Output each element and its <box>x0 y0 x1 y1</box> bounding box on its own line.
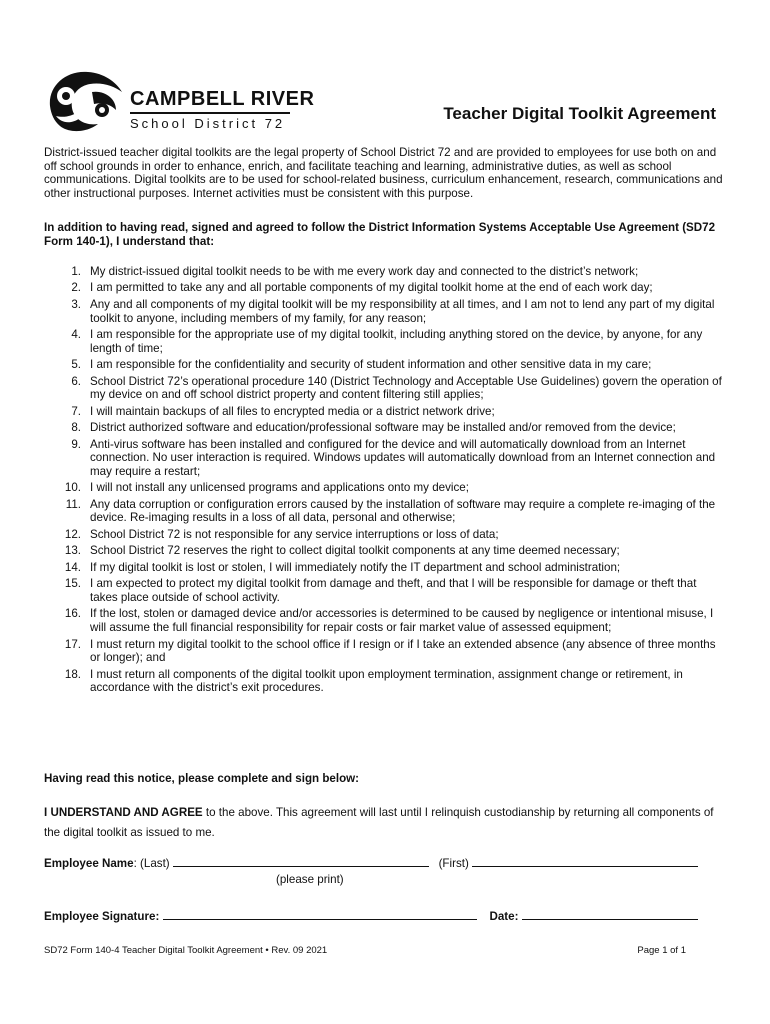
term-text: If the lost, stolen or damaged device and/or accessories is determined to be caused by negligence or intentional misuse, I will assume the full financial responsibility for repair costs or fair market value of assessed equipment; <box>90 607 714 635</box>
term-item <box>44 561 724 575</box>
term-item <box>44 481 724 495</box>
term-number: 14. <box>64 560 81 574</box>
term-number: 18. <box>64 667 81 681</box>
term-number: 13. <box>64 544 81 558</box>
term-item <box>44 358 724 372</box>
term-item <box>44 668 724 695</box>
term-text: Anti-virus software has been installed and configured for the device and will automatically download from an Internet connection. No user interaction is required. Windows updates will automatically download from an Internet connection and may require a restart; <box>90 437 716 478</box>
first-name-field[interactable] <box>472 855 698 867</box>
term-number: 11. <box>65 497 81 511</box>
term-item <box>44 375 724 402</box>
term-item <box>44 405 724 419</box>
term-text: My district-issued digital toolkit needs to be with me every work day and connected to the district’s network; <box>90 265 639 278</box>
date-field[interactable] <box>522 908 698 920</box>
term-item <box>44 421 724 435</box>
term-text: District authorized software and education/professional software may be installed and/or removed from the device; <box>90 421 676 435</box>
term-text: I am responsible for the confidentiality and security of student information and other sensitive data in my care; <box>90 358 652 372</box>
term-item <box>44 281 724 295</box>
district-logo <box>44 66 315 136</box>
agreement-text: to the above. This agreement will last until I relinquish custodianship by returning all components of the digital toolkit as issued to me. <box>44 806 714 839</box>
employee-name-label: Employee Name <box>44 857 134 870</box>
signature-field[interactable] <box>163 908 477 920</box>
intro-paragraph: District-issued teacher digital toolkits are the legal property of School District 72 and are provided to employees for use both on and off school grounds in order to enhance, enrich, and facilitate teaching and learning, administrative duties, as well as school communications. Digital toolkits are to be used for school-related business, curriculum enhancement, research, communications and other instructional purposes. Internet activities must be consistent with this purpose. <box>44 146 723 200</box>
term-number: 6. <box>71 374 81 388</box>
signature-row <box>44 908 698 923</box>
term-item <box>44 638 724 665</box>
term-text: I am expected to protect my digital toolkit from damage and theft, and that I will be responsible for damage or theft that takes place outside of school activity. <box>90 577 697 604</box>
logo-divider <box>130 112 290 114</box>
term-text: Any data corruption or configuration errors caused by the installation of software may require a complete re-imaging of the device. Re-imaging results in a loss of all data, personal and otherwise; <box>90 497 716 525</box>
term-number: 8. <box>71 421 81 435</box>
term-text: School District 72’s operational procedure 140 (District Technology and Acceptable Use Guidelines) govern the operation of my device on and off school district property and content filtering still applies; <box>90 374 722 402</box>
terms-list <box>44 265 724 698</box>
term-text: I will maintain backups of all files to encrypted media or a district network drive; <box>90 404 495 418</box>
agreement-emphasis: I UNDERSTAND AND AGREE <box>44 806 203 819</box>
document-title: Teacher Digital Toolkit Agreement <box>443 104 716 123</box>
last-name-field[interactable] <box>173 855 429 867</box>
last-name-label: : (Last) <box>133 857 170 870</box>
term-text: School District 72 reserves the right to collect digital toolkit components at any time deemed necessary; <box>90 544 620 558</box>
sign-notice: Having read this notice, please complete and sign below: <box>44 772 360 785</box>
term-item <box>44 544 724 558</box>
term-item <box>44 607 724 634</box>
form-reference: SD72 Form 140-4 Teacher Digital Toolkit Agreement • Rev. 09 2021 <box>44 945 328 956</box>
lead-statement: In addition to having read, signed and agreed to follow the District Information Systems Acceptable Use Agreement (SD72 Form 140-1), I understand that: <box>44 221 716 248</box>
print-hint: (please print) <box>276 873 344 886</box>
term-text: Any and all components of my digital toolkit will be my responsibility at all times, and I am not to lend any part of my digital toolkit to anyone, including members of my family, for any reason; <box>90 297 715 325</box>
term-item <box>44 438 724 479</box>
term-number: 1. <box>71 265 81 278</box>
term-number: 16. <box>64 607 81 621</box>
term-number: 9. <box>71 437 81 451</box>
first-name-label: (First) <box>438 857 469 870</box>
date-label: Date: <box>489 910 519 923</box>
signature-label: Employee Signature: <box>44 910 160 923</box>
term-item <box>44 328 724 355</box>
term-text: I will not install any unlicensed programs and applications onto my device; <box>90 481 469 495</box>
term-number: 10. <box>64 481 81 495</box>
term-number: 2. <box>71 281 81 295</box>
term-text: I must return all components of the digital toolkit upon employment termination, assignment change or retirement, in accordance with the district’s exit procedures. <box>90 667 683 695</box>
term-item <box>44 498 724 525</box>
term-number: 17. <box>64 637 81 651</box>
term-number: 4. <box>71 328 81 342</box>
employee-name-row <box>44 855 698 870</box>
term-text: School District 72 is not responsible for any service interruptions or loss of data; <box>90 527 499 541</box>
salmon-emblem-icon <box>44 66 126 136</box>
logo-title: CAMPBELL RIVER <box>130 88 315 110</box>
term-text: I am responsible for the appropriate use of my digital toolkit, including anything stored on the device, by anyone, for any length of time; <box>90 328 703 355</box>
term-number: 3. <box>71 297 81 311</box>
term-item <box>44 528 724 542</box>
term-item <box>44 265 724 279</box>
term-text: If my digital toolkit is lost or stolen, I will immediately notify the IT department and school administration; <box>90 560 621 574</box>
logo-subtitle: School District 72 <box>130 116 286 131</box>
term-number: 15. <box>64 577 81 591</box>
term-text: I am permitted to take any and all portable components of my digital toolkit home at the end of each work day; <box>90 281 653 295</box>
term-item <box>44 577 724 604</box>
agreement-statement <box>44 803 724 843</box>
term-number: 7. <box>71 404 81 418</box>
term-number: 12. <box>64 527 81 541</box>
term-number: 5. <box>71 358 81 372</box>
term-text: I must return my digital toolkit to the school office if I resign or if I take an extended absence (any absence of three months or longer); and <box>90 637 716 665</box>
term-item <box>44 298 724 325</box>
page-number: Page 1 of 1 <box>637 945 686 956</box>
